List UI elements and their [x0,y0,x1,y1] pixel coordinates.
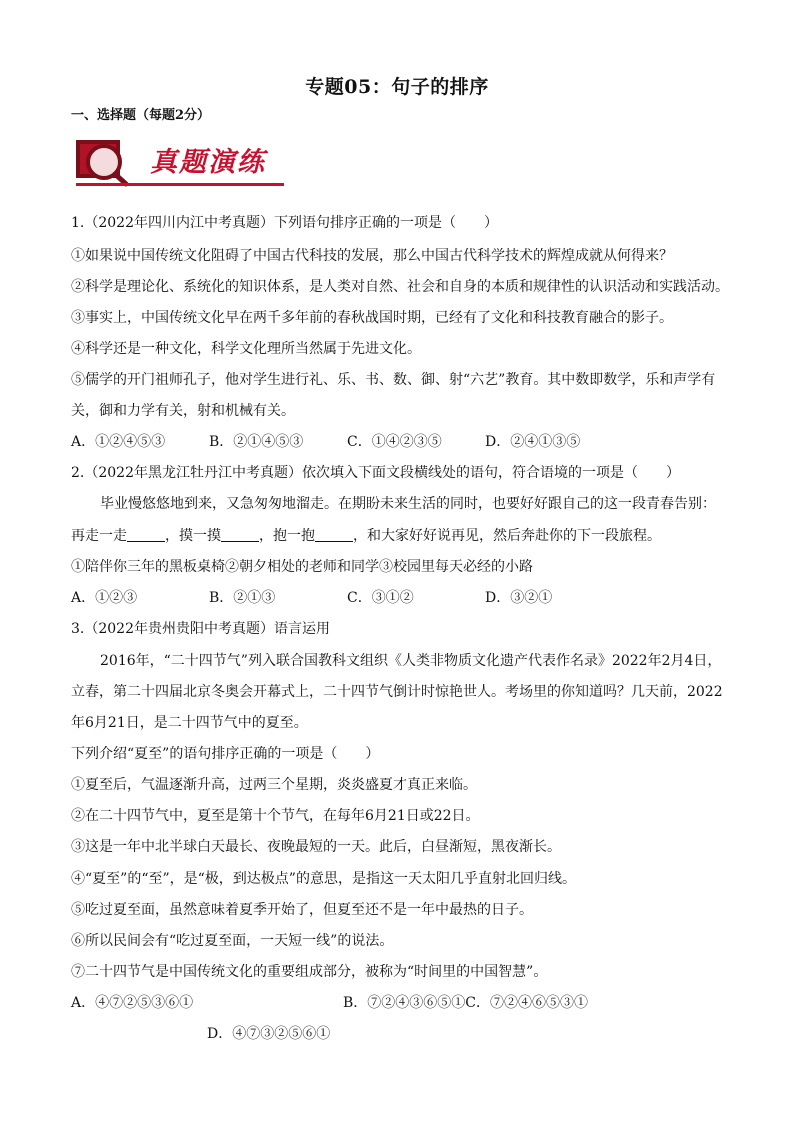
q2-blank-3 [315,527,353,542]
q1-option-c[interactable]: C．①④②③⑤ [347,434,442,450]
q1-item: ①如果说中国传统文化阻碍了中国古代科技的发展，那么中国古代科学技术的辉煌成就从何得来？ [71,248,673,264]
q2-option-a[interactable]: A．①②③ [71,590,138,606]
q3-item: ⑦二十四节气是中国传统文化的重要组成部分，被称为“时间里的中国智慧”。 [71,964,548,980]
page-title: 专题05：句子的排序 [305,76,489,98]
q2-blank-1 [127,527,165,542]
q2-passage: 毕业慢悠悠地到来，又急匆匆地溜走。在期盼未来生活的同时，也要好好跟自己的这一段青春告别： [100,496,716,512]
q2-option-c[interactable]: C．③①② [347,590,414,606]
q3-item: ①夏至后，气温逐渐升高，过两三个星期，炎炎盛夏才真正来临。 [71,777,477,793]
q1-item: ③事实上，中国传统文化早在两千多年前的春秋战国时期，已经有了文化和科技教育融合的影子。 [71,310,673,326]
q2-stem: 2.（2022年黑龙江牡丹江中考真题）依次填入下面文段横线处的语句，符合语境的一项是（ ） [71,465,680,481]
q2-text-a: 再走一走 [71,528,127,544]
banner-logo [74,136,286,188]
q3-item: ②在二十四节气中，夏至是第十个节气，在每年6月21日或22日。 [71,808,480,824]
banner-magnifier-handle [115,174,126,184]
banner-underline [76,183,284,186]
q2-passage-blanks [71,525,661,545]
q2-text-d: ，和大家好好说再见，然后奔赴你的下一段旅程。 [353,528,661,544]
q2-blank-2 [221,527,259,542]
q1-item: ④科学还是一种文化，科学文化理所当然属于先进文化。 [71,341,421,357]
q1-option-d[interactable]: D．②④①③⑤ [485,434,581,450]
q3-item: ⑥所以民间会有“吃过夏至面，一天短一线”的说法。 [71,933,394,949]
q1-option-a[interactable]: A．①②④⑤③ [71,434,166,450]
q3-passage-line: 2016年，“二十四节气”列入联合国教科文组织《人类非物质文化遗产代表作名录》2022年2月4日， [100,653,722,669]
q1-item: ⑤儒学的开门祖师孔子，他对学生进行礼、乐、书、数、御、射“六艺”教育。其中数即数学，乐和声学有 [71,372,716,388]
q2-text-b: ，摸一摸 [165,528,221,544]
q3-passage-line: 立春，第二十四届北京冬奥会开幕式上，二十四节气倒计时惊艳世人。考场里的你知道吗？几天前，2022 [71,684,723,700]
q3-option-b-c[interactable]: B．⑦②④③⑥⑤①C．⑦②④⑥⑤③① [343,995,588,1011]
q3-question: 下列介绍“夏至”的语句排序正确的一项是（ ） [71,746,380,762]
banner-label: 真题演练 [150,147,266,178]
q3-passage-line: 年6月21日，是二十四节气中的夏至。 [71,715,308,731]
q3-option-d[interactable]: D．④⑦③②⑤⑥① [207,1026,331,1042]
q2-items: ①陪伴你三年的黑板桌椅②朝夕相处的老师和同学③校园里每天必经的小路 [71,559,533,575]
q2-text-c: ，抱一抱 [259,528,315,544]
q1-stem: 1.（2022年四川内江中考真题）下列语句排序正确的一项是（ ） [71,215,498,231]
q1-item: ②科学是理论化、系统化的知识体系，是人类对自然、社会和自身的本质和规律性的认识活动和实践活动。 [71,279,729,295]
q3-item: ⑤吃过夏至面，虽然意味着夏季开始了，但夏至还不是一年中最热的日子。 [71,902,533,918]
q1-option-b[interactable]: B．②①④⑤③ [209,434,304,450]
q2-option-d[interactable]: D．③②① [485,590,553,606]
section-heading: 一、选择题（每题2分） [71,108,211,123]
q3-item: ④“夏至”的“至”，是“极，到达极点”的意思，是指这一天太阳几乎直射北回归线。 [71,871,576,887]
q3-option-a[interactable]: A．④⑦②⑤③⑥① [71,995,194,1011]
q2-option-b[interactable]: B．②①③ [209,590,276,606]
q3-item: ③这是一年中北半球白天最长、夜晚最短的一天。此后，白昼渐短，黑夜渐长。 [71,839,561,855]
q1-item: 关，御和力学有关，射和机械有关。 [71,403,295,419]
q3-stem: 3.（2022年贵州贵阳中考真题）语言运用 [71,621,330,637]
